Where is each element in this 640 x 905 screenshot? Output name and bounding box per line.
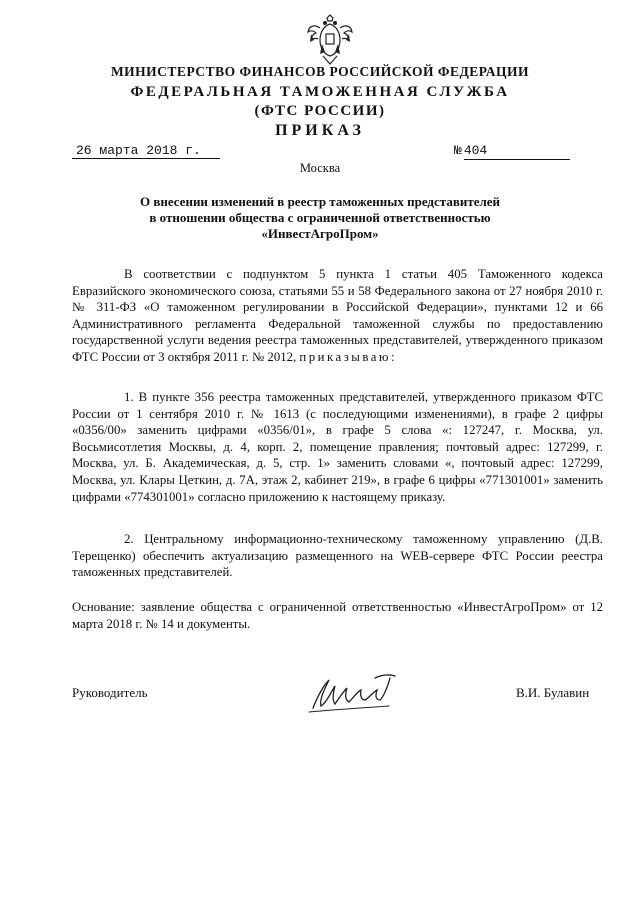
title-line-2: в отношении общества с ограниченной ответственностью: [149, 210, 491, 225]
order-date: 26 марта 2018 г.: [72, 143, 220, 159]
document-type: ПРИКАЗ: [275, 122, 365, 139]
order-command: приказываю:: [299, 349, 398, 364]
signer-name: В.И. Булавин: [516, 685, 590, 700]
preamble-paragraph: [72, 266, 603, 366]
title-line-3: «ИнвестАгроПром»: [261, 226, 379, 241]
ministry-name: МИНИСТЕРСТВО ФИНАНСОВ РОССИЙСКОЙ ФЕДЕРАЦИИ: [110, 64, 530, 79]
preamble-text: В соответствии с подпунктом 5 пункта 1 статьи 405 Таможенного кодекса Евразийского экономического союза, статьями 55 и 58 Федерального закона от 27 ноября 2010 г. № 311-ФЗ «О таможенном регулировании в Российской Федерации», пунктами 12 и 66 Административного регламента Федеральной таможенной службы по предоставлению государственной услуги ведения реестра таможенных представителей, утвержденного приказом ФТС России от 3 октября 2011 г. № 2012,: [72, 267, 603, 364]
order-title: [0, 194, 640, 242]
handwritten-signature: [305, 670, 415, 718]
basis-paragraph: Основание: заявление общества с ограниченной ответственностью «ИнвестАгроПром» от 12 марта 2018 г. № 14 и документы.: [72, 600, 603, 631]
coat-of-arms-icon: [307, 14, 353, 66]
order-number-field: [454, 143, 602, 159]
order-number: 404: [464, 143, 570, 160]
order-item-2: 2. Центральному информационно-техническому таможенному управлению (Д.В. Терещенко) обеспечить актуализацию размещенного на WEB-сервере ФТС России реестра таможенных представителей.: [72, 532, 603, 580]
title-line-1: О внесении изменений в реестр таможенных представителей: [139, 194, 501, 209]
service-short-name: (ФТС РОССИИ): [254, 103, 386, 119]
signer-role: Руководитель: [72, 685, 148, 700]
number-sign: №: [454, 143, 462, 158]
service-name: ФЕДЕРАЛЬНАЯ ТАМОЖЕННАЯ СЛУЖБА: [130, 84, 510, 100]
order-item-1: 1. В пункте 356 реестра таможенных представителей, утвержденного приказом ФТС России от 1 сентября 2010 г. № 1613 (с последующими изменениями), в графе 2 цифры «0356/00» заменить цифрами «0356/01», в графе 5 слова «: 127247, г. Москва, ул. Восьмисотлетия Москвы, д. 4, корп. 2, помещение правления; почтовый адрес: 127299, г. Москва, ул. Б. Академическая, д. 5, стр. 1» заменить словами «, почтовый адрес: 127299, Москва, ул. Клары Цеткин, д. 7А, этаж 2, кабинет 219», в графе 6 цифры «771301001» заменить цифрами «774301001» согласно приложению к настоящему приказу.: [72, 390, 603, 504]
order-city: Москва: [299, 161, 341, 175]
